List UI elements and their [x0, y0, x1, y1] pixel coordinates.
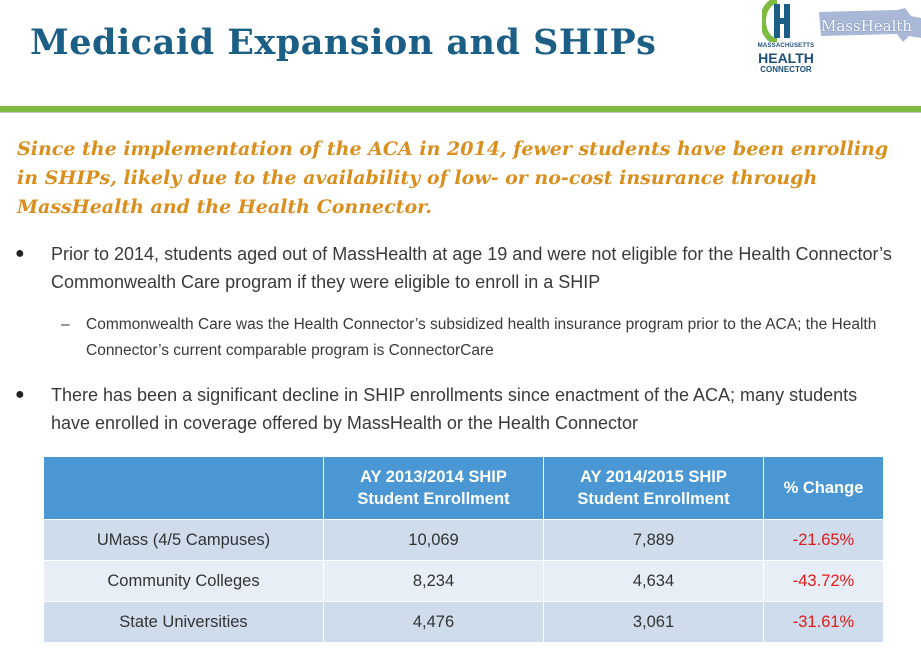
ay2014-cell: 3,061 [544, 602, 764, 643]
table-row [44, 520, 884, 561]
change-cell: -21.65% [764, 520, 884, 561]
institution-cell: Community Colleges [44, 561, 324, 602]
logo-line-connector: CONNECTOR [760, 65, 812, 74]
table-header-row [44, 457, 884, 520]
institution-cell: State Universities [44, 602, 324, 643]
ay2013-cell: 10,069 [324, 520, 544, 561]
ay2014-cell: 4,634 [544, 561, 764, 602]
sub-bullet-text: Commonwealth Care was the Health Connector’s subsidized health insurance program prior to the ACA; the Health Connector’s current comparable program is ConnectorCare [86, 316, 877, 359]
bullet-dot-icon: ● [15, 245, 25, 262]
ay2013-cell: 4,476 [324, 602, 544, 643]
header-divider-shadow [0, 112, 921, 113]
bullet-text: Prior to 2014, students aged out of MassHealth at age 19 and were not eligible for the Health Connector’s Commonwealth Care program if they were eligible to enroll in a SHIP [51, 244, 892, 292]
header-change: % Change [764, 457, 884, 520]
institution-cell: UMass (4/5 Campuses) [44, 520, 324, 561]
masshealth-logo-text: MassHealth [821, 17, 913, 35]
ay2013-cell: 8,234 [324, 561, 544, 602]
logo-line-health: HEALTH [758, 50, 814, 66]
sub-bullet-dash: – [61, 316, 70, 333]
logo-line-state: MASSACHUSETTS [757, 43, 815, 49]
header-institution [44, 457, 324, 520]
bullet-text: There has been a significant decline in SHIP enrollments since enactment of the ACA; many students have enrolled in coverage offered by MassHealth or the Health Connector [51, 385, 858, 433]
bullet-dot-icon: ● [15, 386, 25, 403]
table-row [44, 561, 884, 602]
change-cell: -43.72% [764, 561, 884, 602]
ay2014-cell: 7,889 [544, 520, 764, 561]
table-row [44, 602, 884, 643]
lead-statement: Since the implementation of the ACA in 2014, fewer students have been enrolling in SHIPs, likely due to the availability of low- or no-cost insurance through MassHealth and the Health Connector. [17, 138, 889, 218]
header-ay2014: AY 2014/2015 SHIP Student Enrollment [544, 457, 764, 520]
health-connector-h-icon [762, 0, 792, 42]
page-title: Medicaid Expansion and SHIPs [30, 22, 657, 63]
masshealth-logo [817, 6, 921, 46]
health-connector-logo [752, 0, 820, 80]
enrollment-table [43, 456, 884, 643]
header-ay2013: AY 2013/2014 SHIP Student Enrollment [324, 457, 544, 520]
change-cell: -31.61% [764, 602, 884, 643]
